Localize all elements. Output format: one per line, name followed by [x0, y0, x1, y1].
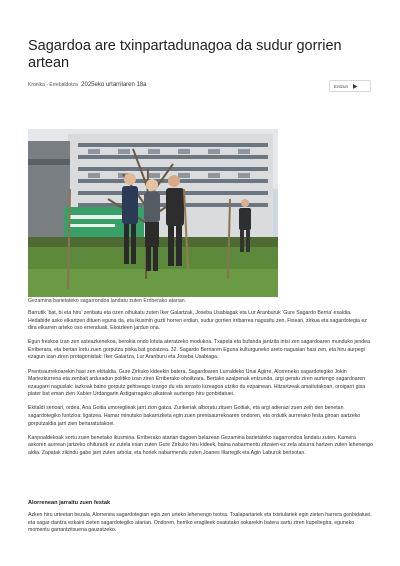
photo-illustration [28, 129, 278, 297]
listen-button[interactable] [329, 80, 371, 92]
play-icon: ▶ [353, 83, 358, 90]
article-title: Sagardoa are txinpartadunagoa da sudur gorrien artean [28, 38, 342, 71]
paragraph: Egun freskoa izan zen asteazkenekoa, berokia ondo lotuta ateratzeko modukoa. Txapela eta bufanda jantzita intsi zen sagardoaren munduko jendea Erriberara, eta bertan lortu zuen gorputza piska bat gozatzea. 32. Sagardo Berriaren Eguna kulturguneko areto nagusian hasi zen, eta hiru aurpegi ezagun izan ziren protagonistak: Iker Galartza, Lur Aranburu eta Joseba Usabiaga. [28, 339, 370, 361]
photo-caption: Gezamina barietateko sagarrondoa landatu zuten Erriberako atarian. [28, 298, 187, 304]
paragraph: Ekitaldi serioari, ordea, Ana Goitia umoregileak jarri zion gatza. Zurikeriak alboratu zituen Goitiak, eta argi adierazi zuen zein den benetan sagardotegiko funtzioa: ligatzea. Hamar minutuko bakarrizketa egin zuen prentsaurrekoaren ondoren, eta ordutik aurrerako festa giroan sartzeko gorputzaldia jarri zien bertaratutakoei. [28, 405, 361, 427]
paragraph: Prentsaurrekoarekin hasi zen ekitaldia. Gure Zirkuko kideekin batera, Sagardoaren Lurraldeko Unai Agirre, Alorreneko sagardotegiko Jokin Mariezkurrena eta zenbait arduradun politiko izan ziren Erriberako ohoiltzara. Bertako azalpenak entzunda, argi geratu ziren aurtengo sagardoaren ezaugarri naguslak: iazkoak baino gorputz gehiseago izango du eta arrasto luzeagoa utziko du ezpainean. Hitzartzeak amaitutakoan, oroigarri gisa plater bat eman zien Xabier Urdangarin Astigarragako alkateak aurtengo hiru gonbidatuei. [28, 368, 366, 398]
listen-label: Entzun [334, 83, 349, 89]
section-subheading: Alorrenean jarraitu zuen festak [28, 500, 111, 506]
publish-date: 2025eko urtarrilaren 18a [81, 82, 147, 88]
article-body-continued [28, 512, 373, 535]
article-meta [28, 82, 147, 88]
paragraph: Azken hiru urteetan bezala, Alorrenea sagardotegian egin zen urteko lehenengo txotxa. Txalapartariek eta txistulariek egin zieten harrera gonbidatuei, eta sagar dantza eskaini zieten sagardotegiko atarian. Ondoren, herriko eragileek osatutako sokarekin batera sartu ziren kupeltegira, eguneko momentu garrantzitsuena gauzatzeko. [28, 512, 372, 534]
paragraph: Barrutik ‘bat, bi eta hiru’ zenbatu eta ozen oihukatu zuten Iker Galartzak, Joseba Usabiagak eta Lur Aranburuk ‘Gure Sagardo Berria’ esaldia. Hedabide asko elkartzen dituen eguna da, eta ikusmin guztí horren erdian, sudur gorrien irribarrea nagusitu zen. Finean, zirkua eta sagardotegia ez dira elkarren arteko oso errenduak. Ekoizleen jardun ona. [28, 310, 367, 332]
section-label: Kronika - Errebaldotza [28, 82, 78, 88]
article-body [28, 310, 373, 464]
article-photo [28, 129, 278, 297]
paragraph: Kanpoaldekoak sortu zuen benetako ikusmina. Erriberako atarian dagoen belazean Gezamina barietateko sagarrondoa landatu zuten. Kamera askoren aurrean jartzeko ohiturarik ez zutela esan zuten Gure Zirkuko hiru kideek, baina nabarmentu zitzaien ez zela atsurra hartzen zuten lehenengo aldia. Zapatak zikindu gabe jarri zuten arbola, eta horiek nabarmendu zuten Joanes Illarregik eta Agin Laburuk bertsotan. [28, 434, 373, 456]
